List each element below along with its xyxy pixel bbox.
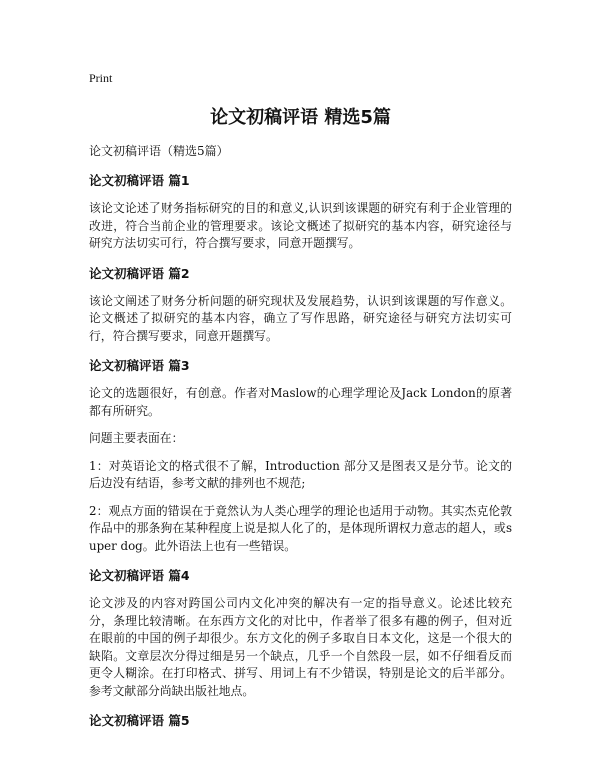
section-1-paragraph: 该论文论述了财务指标研究的目的和意义,认识到该课题的研究有利于企业管理的改进，符合当前企业的管理要求。该论文概述了拟研究的基本内容，研究途径与研究方法切实可行，符合撰写要求，同意开题撰写。 bbox=[89, 201, 512, 250]
print-label: Print bbox=[89, 71, 113, 85]
section-heading-1: 论文初稿评语 篇1 bbox=[89, 173, 190, 188]
section-heading-2: 论文初稿评语 篇2 bbox=[89, 265, 190, 281]
section-2-paragraph: 该论文阐述了财务分析问题的研究现状及发展趋势，认识到该课题的写作意义。论文概述了拟研究的基本内容，确立了写作思路，研究途径与研究方法切实可行，符合撰写要求，同意开题撰写。 bbox=[89, 293, 512, 343]
section-3-paragraph-1: 论文的选题很好，有创意。作者对Maslow的心理学理论及Jack London的原著都有所研究。 bbox=[89, 386, 512, 418]
section-4-paragraph: 论文涉及的内容对跨国公司内文化冲突的解决有一定的指导意义。论述比较充分，条理比较清晰。在东西方文化的对比中，作者举了很多有趣的例子，但对近在眼前的中国的例子却很少。东方文化的例子多取自日本文化，这是一个很大的缺陷。文章层次分得过细是另一个缺点，几乎一个自然段一层，如不仔细看反而更令人糊涂。在打印格式、拼写、用词上有不少错误，特别是论文的后半部分。参考文献部分尚缺出版社地点。 bbox=[89, 596, 512, 698]
section-heading-3: 论文初稿评语 篇3 bbox=[89, 358, 190, 373]
section-3-paragraph-3: 1：对英语论文的格式很不了解，Introduction 部分又是图表又是分节。论文的后边没有结语，参考文献的排列也不规范; bbox=[89, 458, 512, 490]
document-subtitle: 论文初稿评语（精选5篇） bbox=[89, 144, 229, 158]
section-heading-4: 论文初稿评语 篇4 bbox=[89, 568, 190, 583]
section-3-paragraph-4: 2：观点方面的错误在于竟然认为人类心理学的理论也适用于动物。其实杰克伦敦作品中的那条狗在某种程度上说是拟人化了的，是体现所谓权力意志的超人，或super dog。此外语法上也有一些错误。 bbox=[89, 503, 512, 553]
section-heading-5: 论文初稿评语 篇5 bbox=[89, 713, 190, 728]
section-3-paragraph-2: 问题主要表面在： bbox=[89, 431, 184, 445]
page-title: 论文初稿评语 精选5篇 bbox=[210, 107, 391, 128]
